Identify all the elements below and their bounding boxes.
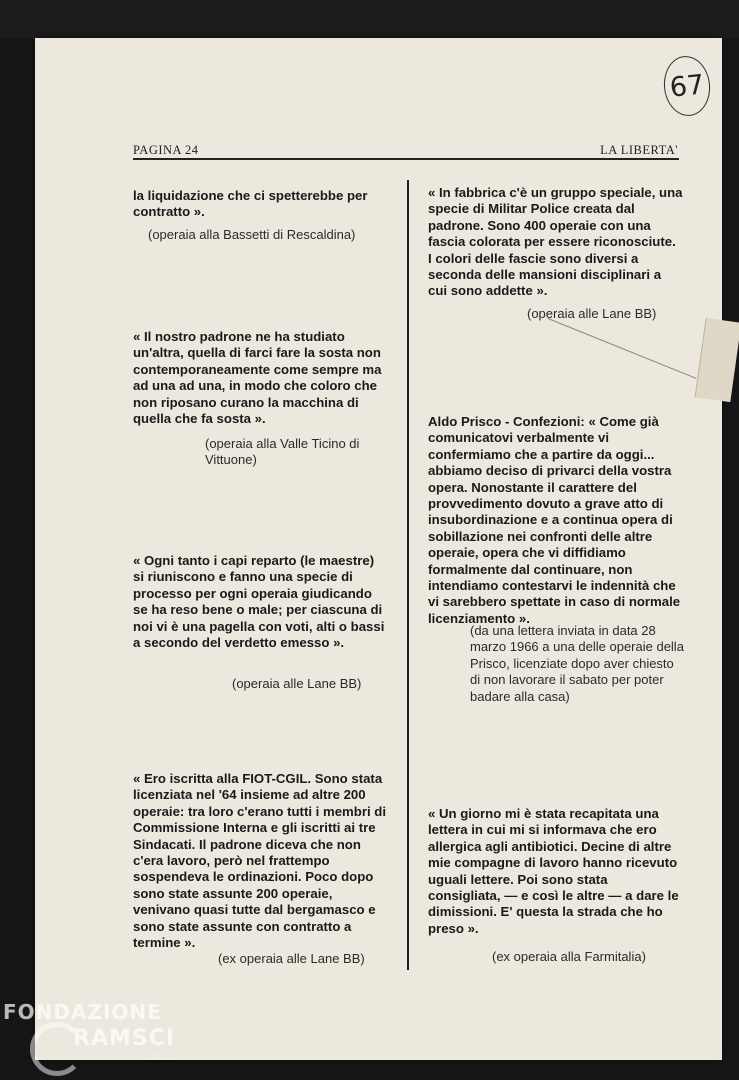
watermark-onlus: onlus bbox=[148, 1052, 170, 1062]
right-quote-1: « In fabbrica c'è un gruppo speciale, una specie di Militar Police creata dal padrone. Sono 400 operaie con una fascia colorata per essere riconosciute. I colori delle fascie sono diversi a seconda delle mansioni disciplinari a cui sono addette ». bbox=[428, 185, 683, 299]
left-quote-3: « Ogni tanto i capi reparto (le maestre) si riuniscono e fanno una specie di processo per ogni operaia giudicando se ha reso bene o male; per ciascuna di noi vi è una pagella con voti, alti o bassi a secondo del verdetto emesso ». bbox=[133, 553, 385, 651]
left-attribution-3: (operaia alle Lane BB) bbox=[232, 676, 362, 691]
handwritten-page-number: 67 bbox=[661, 54, 713, 118]
right-quote-2: Aldo Prisco - Confezioni: « Come già comunicatovi verbalmente vi confermiamo che a partire da oggi... abbiamo deciso di privarci della vostra opera. Nonostante il carattere del provvedimento dovuto a grave atto di insubordinazione e a continua opera di sobillazione nei confronti delle altre operaie, opera che vi diffidiamo formalmente dal continuare, non intendiamo contestarvi le indennità che vi sarebbero spettate in caso di normale licenziamento ». bbox=[428, 414, 681, 626]
watermark-fondazione: FONDAZIONE bbox=[3, 1000, 162, 1024]
scan-background bbox=[0, 0, 739, 38]
right-attribution-2: (da una lettera inviata in data 28 marzo 1966 a una delle operaie della Prisco, licenziate dopo aver chiesto di non lavorare il sabato per poter badare alla casa) bbox=[470, 623, 684, 704]
left-attribution-4: (ex operaia alle Lane BB) bbox=[218, 951, 365, 966]
left-quote-4: « Ero iscritta alla FIOT-CGIL. Sono stata licenziata nel '64 insieme ad altre 200 operaie: tra loro c'erano tutti i membri di Commissione Interna e gli iscritti ai tre Sindacati. Il padrone diceva che non c'era lavoro, però nel frattempo sospendeva le ordinazioni. Poco dopo sono state assunte 200 operaie, venivano quasi tutte dal bergamasco e sono state assunte con contratto a termine ». bbox=[133, 771, 387, 951]
publication-title: LA LIBERTA' bbox=[600, 143, 678, 157]
left-attribution-2: (operaia alla Valle Ticino di Vittuone) bbox=[205, 436, 360, 468]
left-quote-1: la liquidazione che ci spetterebbe per contratto ». bbox=[133, 188, 368, 220]
left-quote-2: « Il nostro padrone ne ha studiato un'altra, quella di farci fare la sosta non contemporaneamente come sempre ma ad una ad una, in modo che coloro che non riposano curano la macchina di quella che fa sosta ». bbox=[133, 329, 382, 427]
right-attribution-3: (ex operaia alla Farmitalia) bbox=[492, 949, 646, 964]
page-label: PAGINA 24 bbox=[133, 143, 199, 157]
left-attribution-1: (operaia alla Bassetti di Rescaldina) bbox=[148, 227, 356, 242]
header-rule bbox=[133, 158, 679, 160]
watermark-gramsci: RAMSCI bbox=[73, 1026, 176, 1051]
right-quote-3: « Un giorno mi è stata recapitata una lettera in cui mi si informava che ero allergica agli antibiotici. Decine di altre mie compagne di lavoro hanno ricevuto uguali lettere. Poi sono stata consigliata, — e così le altre — a dare le dimissioni. E' questa la strada che ho preso ». bbox=[428, 806, 679, 936]
column-divider bbox=[407, 180, 409, 970]
right-attribution-1: (operaia alle Lane BB) bbox=[527, 306, 657, 321]
